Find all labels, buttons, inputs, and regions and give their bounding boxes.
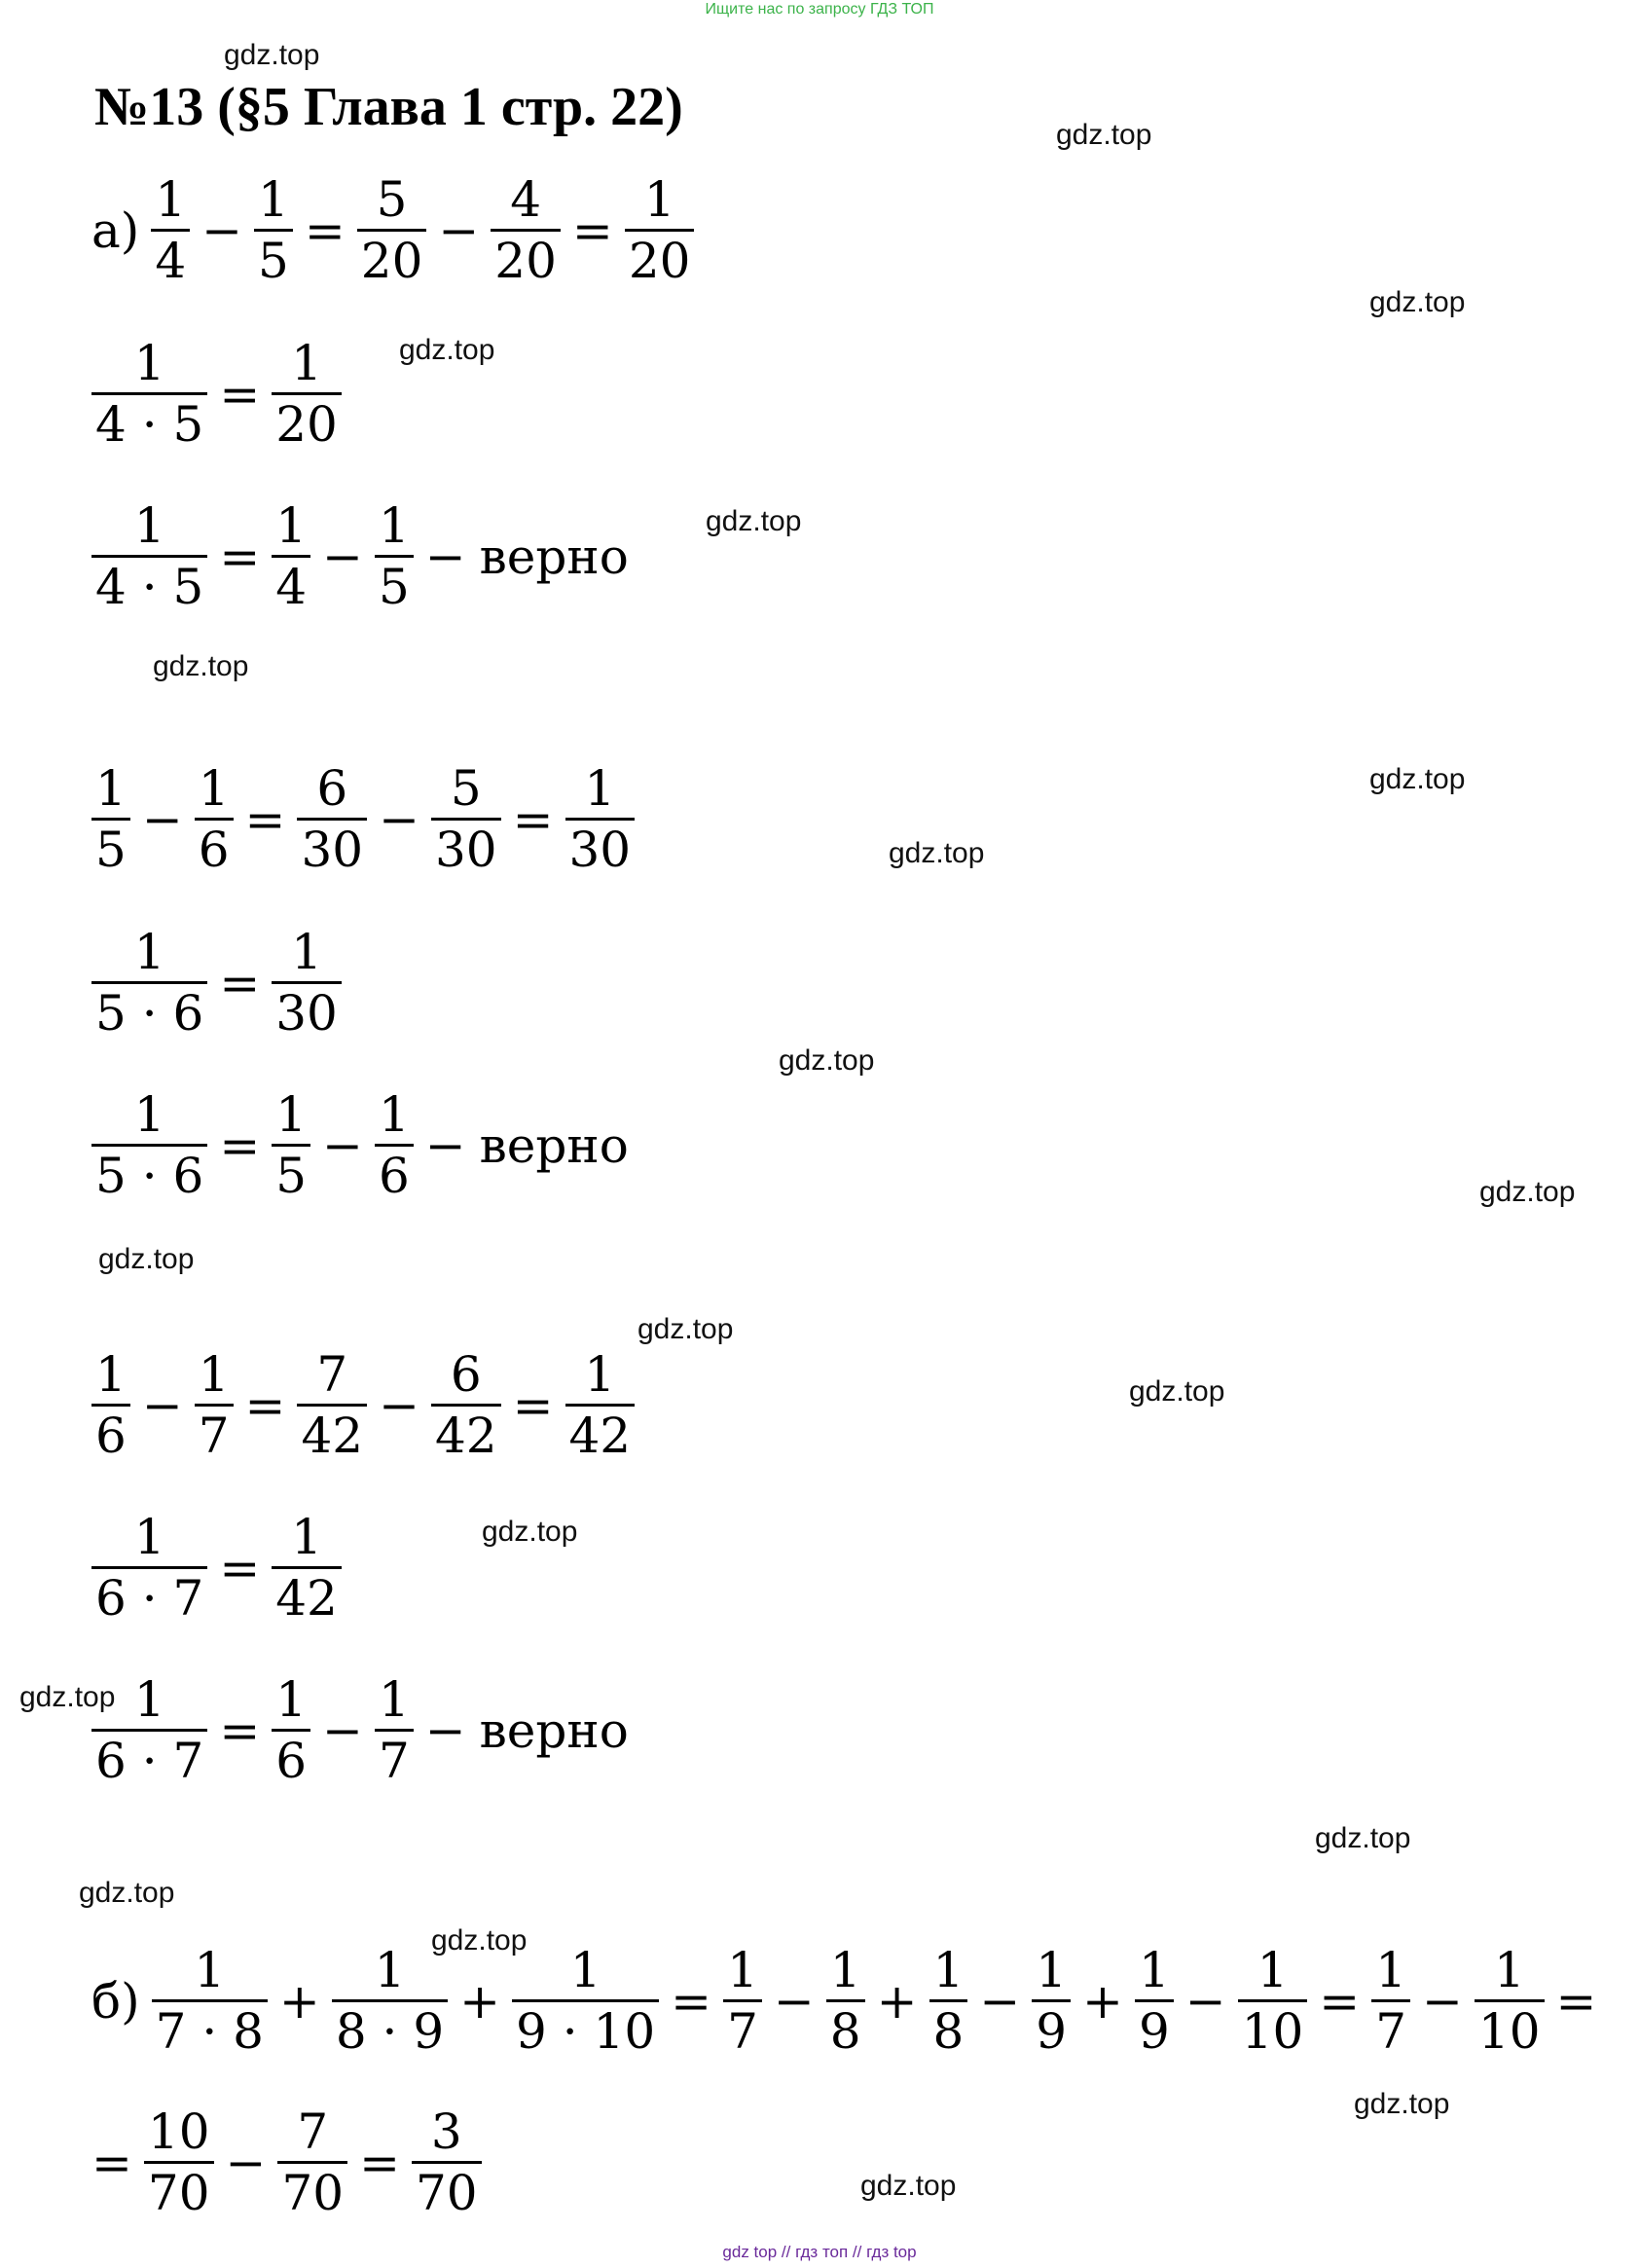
fraction-denominator: 4 [275,559,308,615]
fraction-numerator: 10 [147,2103,210,2160]
fraction-denominator: 4 · 5 [95,559,204,615]
fraction-numerator: 1 [95,760,127,817]
watermark: gdz.top [399,334,495,366]
fraction-denominator: 5 [378,559,410,615]
watermark: gdz.top [431,1924,528,1957]
fraction-numerator: 1 [1036,1942,1068,1998]
math-operator: + [459,1972,501,2030]
math-operator: = [91,2134,132,2191]
fraction [195,1345,234,1465]
watermark: gdz.top [1369,286,1466,318]
fraction-numerator: 1 [643,171,675,228]
fraction-numerator: 1 [932,1942,965,1998]
fraction-numerator: 1 [194,1942,226,1998]
fraction-denominator: 30 [275,985,338,1042]
fraction-denominator: 70 [281,2165,345,2221]
math-operator: + [278,1972,320,2030]
equation-line [86,1508,347,1628]
math-operator: = [512,1376,554,1434]
fraction-denominator: 10 [1477,2003,1541,2060]
math-operator: = [571,201,613,259]
footer-links: gdz top // гдз топ // гдз top [722,2243,917,2261]
watermark: gdz.top [482,1516,578,1548]
fraction-denominator: 42 [301,1408,364,1464]
fraction-numerator: 7 [316,1346,348,1403]
math-operator: − [322,1116,363,1174]
fraction-denominator: 5 · 6 [95,1148,204,1204]
fraction [195,759,234,879]
fraction-numerator: 1 [291,1509,322,1565]
fraction [375,1085,414,1205]
fraction-numerator: 1 [198,1346,230,1403]
fraction [1032,1941,1071,2061]
fraction-denominator: 20 [494,233,557,289]
fraction [491,170,561,290]
fraction [272,923,342,1043]
fraction-numerator: 6 [316,760,348,817]
equation-line [86,334,347,454]
math-operator: − [201,201,243,259]
math-operator: − [1184,1972,1226,2030]
equation-line [86,1670,635,1790]
math-operator: = [1555,1972,1597,2030]
fraction [723,1941,762,2061]
math-operator: а) [91,201,140,259]
fraction-denominator: 6 · 7 [95,1733,204,1789]
watermark: gdz.top [1369,763,1466,795]
fraction-numerator: 5 [450,760,482,817]
math-operator: − [979,1972,1021,2030]
fraction [91,334,207,454]
fraction-denominator: 8 [932,2003,965,2060]
fraction [91,1508,207,1628]
fraction [431,1345,501,1465]
fraction-denominator: 70 [415,2165,478,2221]
math-operator: + [876,1972,918,2030]
fraction-denominator: 30 [568,822,632,878]
fraction [625,170,695,290]
equation-line [86,170,700,290]
math-operator: − [1422,1972,1463,2030]
math-operator: = [219,1539,261,1596]
fraction-denominator: 5 [258,233,289,289]
math-operator: − [322,1701,363,1759]
fraction [375,1670,414,1790]
fraction [357,170,427,290]
fraction-numerator: 1 [291,335,322,391]
fraction-denominator: 4 · 5 [95,396,204,453]
math-operator: = [219,1116,261,1174]
fraction [272,1508,342,1628]
fraction [151,170,190,290]
equation-line [86,759,640,879]
math-operator: = [219,1701,261,1759]
fraction [91,1085,207,1205]
math-operator: − [424,1701,466,1759]
math-operator: = [1319,1972,1361,2030]
equation-line [86,2103,488,2222]
fraction [412,2103,482,2222]
fraction-numerator: 3 [430,2103,462,2160]
math-operator: = [219,365,261,422]
watermark: gdz.top [19,1681,116,1713]
math-operator: − [141,790,183,848]
fraction-numerator: 1 [275,497,308,554]
math-operator: − [773,1972,815,2030]
math-operator: = [671,1972,712,2030]
math-operator: − [438,201,480,259]
page-title: №13 (§5 Глава 1 стр. 22) [94,77,683,137]
watermark: gdz.top [860,2170,957,2202]
fraction-numerator: 1 [374,1942,406,1998]
fraction-denominator: 9 [1036,2003,1068,2060]
watermark: gdz.top [637,1313,734,1345]
fraction [929,1941,968,2061]
fraction [1371,1941,1410,2061]
fraction [565,759,636,879]
fraction-numerator: 1 [1375,1942,1407,1998]
fraction-denominator: 8 [829,2003,861,2060]
fraction-numerator: 1 [378,1671,410,1728]
equation-line [86,1941,1602,2061]
fraction [144,2103,214,2222]
watermark: gdz.top [224,39,320,71]
fraction-numerator: 1 [829,1942,861,1998]
math-operator: − [225,2134,267,2191]
fraction [1135,1941,1174,2061]
fraction-denominator: 5 [275,1148,308,1204]
fraction [91,759,130,879]
fraction-numerator: 1 [133,1086,165,1143]
fraction [375,496,414,616]
fraction-numerator: 1 [133,1509,165,1565]
math-operator: б) [91,1972,140,2030]
fraction [272,496,310,616]
fraction-numerator: 6 [450,1346,482,1403]
fraction [1475,1941,1545,2061]
fraction-denominator: 7 · 8 [155,2003,264,2060]
fraction-numerator: 1 [133,497,165,554]
equation-line [86,923,347,1043]
watermark: gdz.top [1056,119,1152,151]
math-operator: − [379,790,419,848]
fraction-denominator: 4 [155,233,187,289]
fraction [152,1941,268,2061]
fraction-denominator: 42 [275,1570,338,1627]
fraction-numerator: 1 [155,171,187,228]
math-operator: + [1082,1972,1123,2030]
fraction [91,923,207,1043]
equation-line [86,1085,635,1205]
fraction-denominator: 7 [378,1733,410,1789]
math-operator: − [141,1376,183,1434]
fraction-denominator: 42 [434,1408,497,1464]
fraction-numerator: 1 [95,1346,127,1403]
math-operator: = [244,1376,286,1434]
fraction-numerator: 1 [1138,1942,1170,1998]
fraction-denominator: 10 [1241,2003,1304,2060]
fraction-denominator: 7 [727,2003,758,2060]
math-operator: = [244,790,286,848]
fraction-numerator: 1 [133,1671,165,1728]
fraction-denominator: 5 · 6 [95,985,204,1042]
equation-line [86,1345,640,1465]
fraction-denominator: 30 [301,822,364,878]
fraction-denominator: 9 · 10 [516,2003,656,2060]
math-operator: = [219,528,261,585]
fraction-denominator: 6 [378,1148,410,1204]
watermark: gdz.top [779,1044,875,1077]
fraction [277,2103,347,2222]
watermark: gdz.top [79,1877,175,1909]
fraction-denominator: 20 [628,233,691,289]
watermark: gdz.top [889,837,985,869]
fraction-denominator: 42 [568,1408,632,1464]
watermark: gdz.top [98,1243,195,1275]
fraction [272,1085,310,1205]
fraction [297,1345,367,1465]
math-operator: = [512,790,554,848]
fraction-numerator: 1 [1257,1942,1289,1998]
math-operator: − [379,1376,419,1434]
fraction-denominator: 9 [1138,2003,1170,2060]
watermark: gdz.top [1354,2088,1450,2120]
fraction-numerator: 1 [275,1671,308,1728]
fraction [826,1941,865,2061]
fraction [565,1345,636,1465]
math-operator: = [304,201,346,259]
fraction-numerator: 1 [727,1942,758,1998]
fraction-numerator: 1 [378,497,410,554]
fraction-numerator: 1 [1493,1942,1525,1998]
fraction-denominator: 6 [198,822,230,878]
fraction [512,1941,659,2061]
top-banner: Ищите нас по запросу ГДЗ ТОП [705,1,934,18]
fraction-denominator: 7 [198,1408,230,1464]
fraction-denominator: 20 [360,233,423,289]
fraction [254,170,293,290]
math-operator: − [424,528,466,585]
fraction-numerator: 1 [378,1086,410,1143]
equation-line [86,496,635,616]
verdict-text: верно [479,1116,629,1174]
fraction-numerator: 1 [198,760,230,817]
math-operator: − [322,528,363,585]
watermark: gdz.top [1479,1176,1576,1208]
fraction [272,334,342,454]
fraction-denominator: 30 [434,822,497,878]
fraction [1238,1941,1308,2061]
fraction-numerator: 1 [584,1346,616,1403]
fraction [332,1941,448,2061]
fraction-numerator: 1 [291,924,322,980]
watermark: gdz.top [153,650,249,682]
fraction-denominator: 7 [1375,2003,1407,2060]
watermark: gdz.top [1129,1375,1225,1408]
fraction-denominator: 70 [147,2165,210,2221]
fraction-numerator: 1 [133,335,165,391]
math-operator: − [424,1116,466,1174]
fraction-denominator: 6 · 7 [95,1570,204,1627]
fraction-numerator: 4 [510,171,542,228]
verdict-text: верно [479,528,629,585]
verdict-text: верно [479,1701,629,1759]
fraction-numerator: 1 [275,1086,308,1143]
fraction [91,496,207,616]
watermark: gdz.top [1315,1822,1411,1854]
fraction [91,1345,130,1465]
fraction-numerator: 5 [376,171,408,228]
fraction-denominator: 20 [275,396,338,453]
fraction-denominator: 6 [275,1733,308,1789]
watermark: gdz.top [706,505,802,537]
fraction-denominator: 5 [95,822,127,878]
fraction-numerator: 1 [258,171,289,228]
fraction [272,1670,310,1790]
fraction [431,759,501,879]
fraction-numerator: 1 [584,760,616,817]
math-operator: = [359,2134,400,2191]
fraction-numerator: 1 [569,1942,601,1998]
fraction-denominator: 6 [95,1408,127,1464]
fraction-numerator: 1 [133,924,165,980]
fraction-numerator: 7 [297,2103,329,2160]
fraction-denominator: 8 · 9 [335,2003,445,2060]
fraction [297,759,367,879]
math-operator: = [219,954,261,1011]
